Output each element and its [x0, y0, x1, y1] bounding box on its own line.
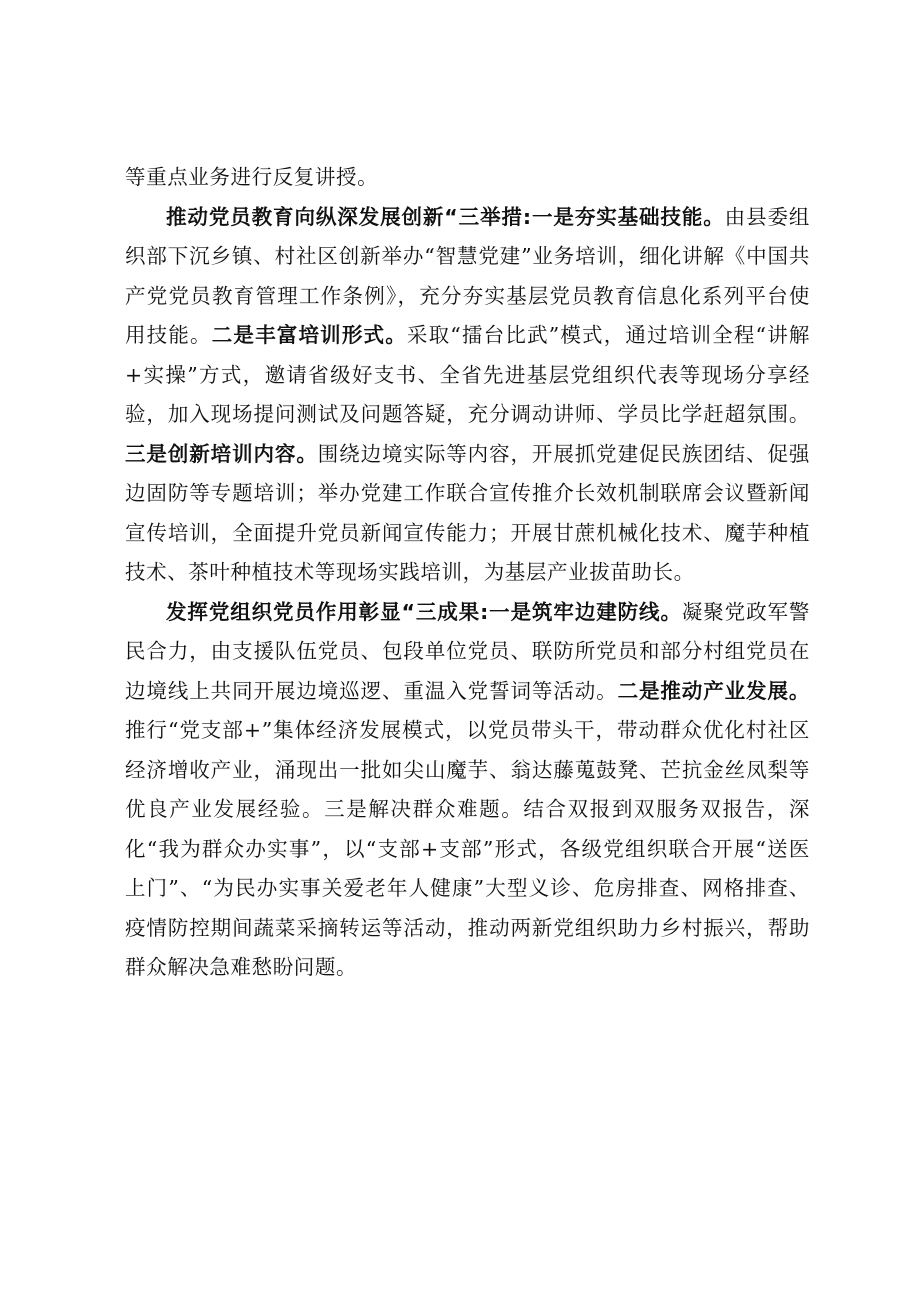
body-text: 推行“党支部+”集体经济发展模式，以党员带头干，带动群众优化村社区经济增收产业，涌现出一批如尖山魔芋、翁达藤蒐鼓凳、芒抗金丝凤梨等优良产业发展经验。三是解决群众难题。结合双报到双服务双报告，深化“我为群众办实事”，以“支部+支部”形式，各级党组织联合开展“送医上门”、“为民办实事关爱老年人健康”大型义诊、危房排查、网格排查、疫情防控期间蔬菜采摘转运等活动，推动两新党组织助力乡村振兴，帮助群众解决急难愁盼问题。 — [125, 718, 810, 979]
document-page — [125, 158, 810, 988]
body-text: 等重点业务进行反复讲授。 — [125, 165, 379, 189]
heading-text: 推动党员教育向纵深发展创新“三举措:一是夯实基础技能。 — [166, 204, 725, 229]
body-text: 由县委组织部下沉乡镇、村社区创新举办“智慧党建”业务培训，细化讲解《中国共产党党员教育管理工作条例》，充分夯实基层党员教育信息化系列平台使用技能。 — [125, 204, 810, 347]
heading-text: 三是创新培训内容。 — [125, 441, 318, 466]
heading-text: 发挥党组织党员作用彰显“三成果:一是筑牢边建防线。 — [166, 599, 682, 624]
paragraph-continuation — [125, 158, 810, 198]
body-text: 围绕边境实际等内容，开展抓党建促民族团结、促强边固防等专题培训；举办党建工作联合宣传推介长效机制联席会议暨新闻宣传培训，全面提升党员新闻宣传能力；开展甘蔗机械化技术、魔芋种植技术、茶叶种植技术等现场实践培训，为基层产业拔苗助长。 — [125, 441, 810, 584]
paragraph-education-measures — [125, 198, 810, 593]
heading-text: 二是推动产业发展。 — [617, 678, 810, 703]
body-text: 采取“擂台比武”模式，通过培训全程“讲解+实操”方式，邀请省级好支书、全省先进基层党组织代表等现场分享经验，加入现场提问测试及问题答疑，充分调动讲师、学员比学赶超氛围。 — [125, 323, 810, 426]
paragraph-results — [125, 593, 810, 988]
heading-text: 二是丰富培训形式。 — [211, 323, 407, 347]
body-text: 凝聚党政军警民合力，由支援队伍党员、包段单位党员、联防所党员和部分村组党员在边境线上共同开展边境巡逻、重温入党誓词等活动。 — [125, 599, 810, 703]
